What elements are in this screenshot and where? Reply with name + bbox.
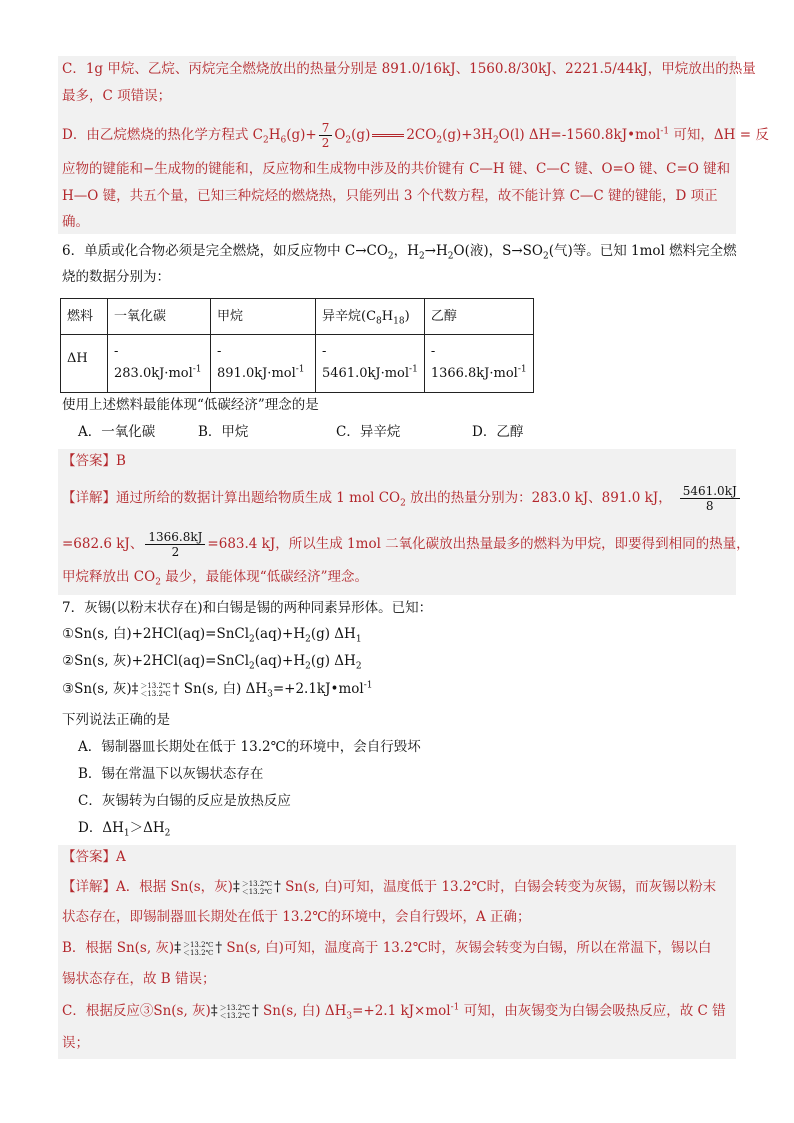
question-6-stem: 6．单质或化合物必须是完全燃烧，如反应物中 $C\to CO_2$，$H_2\to H_2O$(液)，$S\to SO_2$(气)等。已知 1mol 燃料完全燃 <box>62 243 737 262</box>
reaction-condition: ＞13.2℃ ＜13.2℃ <box>241 879 273 896</box>
answer-label: 【答案】 <box>62 849 116 865</box>
explanation-line: 【详解】通过所给的数据计算出题给物质生成 1 mol $CO_2$ 放出的热量分别为：283.0 kJ、891.0 kJ， $\frac{5461.0kJ}{8}$ <box>62 484 734 513</box>
question-6-options <box>78 421 750 443</box>
fraction-isooctane: $\frac{5461.0kJ}{8}$ <box>680 484 740 513</box>
option-d-explanation-3: H—O 键，共五个量，已知三种烷烃的燃烧热，只能列出 3 个代数方程，故不能计算 C—C 键的键能，D 项正 <box>62 188 718 204</box>
explanation-label: 【详解】 <box>62 879 116 895</box>
explanation-line-2: =682.6 kJ、 $\frac{1366.8kJ}{2}$ =683.4 kJ，所以生成 1mol 二氧化碳放出热量最多的燃料为甲烷，即要得到相同的热量， <box>62 530 750 559</box>
equation-2: ②Sn(s, 灰)$+2HCl(aq)=SnCl_2(aq)+H_2(g)$ $\Delta H_2$ <box>62 653 362 672</box>
equation-3: ③Sn(s, 灰)‡ ＞13.2℃ ＜13.2℃ † Sn(s, 白) $\Delta H_3=+2.1kJ•mol^{-1}$ <box>62 680 373 700</box>
table-cell: - 1366.8kJ·mol$^{-1}$ <box>424 335 533 393</box>
answer-value: B <box>116 453 126 469</box>
answer-value: A <box>116 849 126 865</box>
table-header-cell: 燃料 <box>61 299 108 335</box>
fraction-seven-halves: $\frac{7}{2}$ <box>319 121 333 150</box>
table-header-row <box>61 299 534 335</box>
fraction-ethanol: $\frac{1366.8kJ}{2}$ <box>145 530 205 559</box>
option-a[interactable]: A．一氧化碳 <box>78 424 156 440</box>
explanation-line-3: 甲烷释放出 $CO_2$ 最少，最能体现“低碳经济”理念。 <box>62 569 369 588</box>
table-header-cell: 一氧化碳 <box>108 299 211 335</box>
q7-explanation-a: 【详解】A．根据 Sn(s，灰)‡ ＞13.2℃ ＜13.2℃ † Sn(s, 白)可知，温度低于 13.2℃时，白锡会转变为灰锡，而灰锡以粉末 <box>62 879 717 896</box>
option-d[interactable]: D．乙醇 <box>472 424 524 440</box>
table-cell: - 891.0kJ·mol$^{-1}$ <box>211 335 316 393</box>
option-c[interactable]: C．异辛烷 <box>336 424 401 440</box>
equation-1: ①Sn(s, 白)$+2HCl(aq)=SnCl_2(aq)+H_2(g)$ $\Delta H_1$ <box>62 626 362 645</box>
question-6-prompt: 使用上述燃料最能体现“低碳经济”理念的是 <box>62 397 319 413</box>
table-header-cell: 甲烷 <box>211 299 316 335</box>
answer-label: 【答案】 <box>62 453 116 469</box>
question-7-prompt: 下列说法正确的是 <box>62 712 170 728</box>
explanation-label: 【详解】 <box>62 490 116 506</box>
reaction-condition: ＞13.2℃ ＜13.2℃ <box>140 681 171 698</box>
answer-line <box>62 450 734 472</box>
q7-explanation-a-cont: 状态存在，即锡制器皿长期处在低于 13.2℃的环境中，会自行毁坏，A 正确； <box>62 909 531 925</box>
option-d-explanation-4: 确。 <box>62 214 89 230</box>
option-d-explanation: D．由乙烷燃烧的热化学方程式 $C_2H_6(g)+$ $\frac{7}{2}$ $O_2(g)$ $2CO_2(g)+3H_2O(l)$ ΔH=-1560.8kJ•mol$^{-1}$ 可知，ΔH = 反 <box>62 121 769 150</box>
q7-option-b[interactable]: B．锡在常温下以灰锡状态存在 <box>78 766 264 782</box>
table-cell: - 5461.0kJ·mol$^{-1}$ <box>316 335 425 393</box>
table-row <box>61 335 534 393</box>
question-6-stem-cont: 烧的数据分别为： <box>62 269 170 285</box>
reaction-condition: ＞13.2℃ ＜13.2℃ <box>219 1003 250 1020</box>
equation-equals-sign <box>372 134 404 137</box>
table-cell: - 283.0kJ·mol$^{-1}$ <box>108 335 211 393</box>
q7-option-d[interactable]: D．$\Delta H_1>\Delta H_2$ <box>78 820 171 839</box>
q7-explanation-b-cont: 锡状态存在，故 B 错误； <box>62 971 216 987</box>
table-header-cell: 异辛烷$(C_8H_{18})$ <box>316 299 425 335</box>
table-header-cell: 乙醇 <box>424 299 533 335</box>
reaction-condition: ＞13.2℃ ＜13.2℃ <box>182 940 214 957</box>
q7-answer-line <box>62 846 734 868</box>
option-d-explanation-2: 应物的键能和−生成物的键能和，反应物和生成物中涉及的共价键有 C—H 键、C—C 键、O=O 键、C=O 键和 <box>62 161 731 177</box>
fuel-data-table <box>60 298 534 393</box>
table-row-label: ΔH <box>61 335 108 393</box>
q7-option-a[interactable]: A．锡制器皿长期处在低于 13.2℃的环境中，会自行毁坏 <box>78 739 421 755</box>
q7-explanation-c-cont: 误； <box>62 1035 89 1051</box>
q7-explanation-c: C．根据反应③Sn(s, 灰)‡ ＞13.2℃ ＜13.2℃ † Sn(s, 白) $\Delta H_3=+2.1$ kJ×mol$^{-1}$ 可知，由灰锡变为白锡会吸热反应，故 C 错 <box>62 1002 726 1022</box>
option-c-explanation-cont: 最多，C 项错误； <box>62 88 172 104</box>
option-b[interactable]: B．甲烷 <box>198 424 249 440</box>
question-7-stem: 7．灰锡(以粉末状存在)和白锡是锡的两种同素异形体。已知： <box>62 600 433 616</box>
q7-explanation-b: B．根据 Sn(s, 灰)‡ ＞13.2℃ ＜13.2℃ † Sn(s, 白)可知，温度高于 13.2℃时，灰锡会转变为白锡，所以在常温下，锡以白 <box>62 940 712 957</box>
option-c-explanation: C．1g 甲烷、乙烷、丙烷完全燃烧放出的热量分别是 891.0/16kJ、1560.8/30kJ、2221.5/44kJ，甲烷放出的热量 <box>62 61 756 77</box>
q7-option-c[interactable]: C．灰锡转为白锡的反应是放热反应 <box>78 793 291 809</box>
